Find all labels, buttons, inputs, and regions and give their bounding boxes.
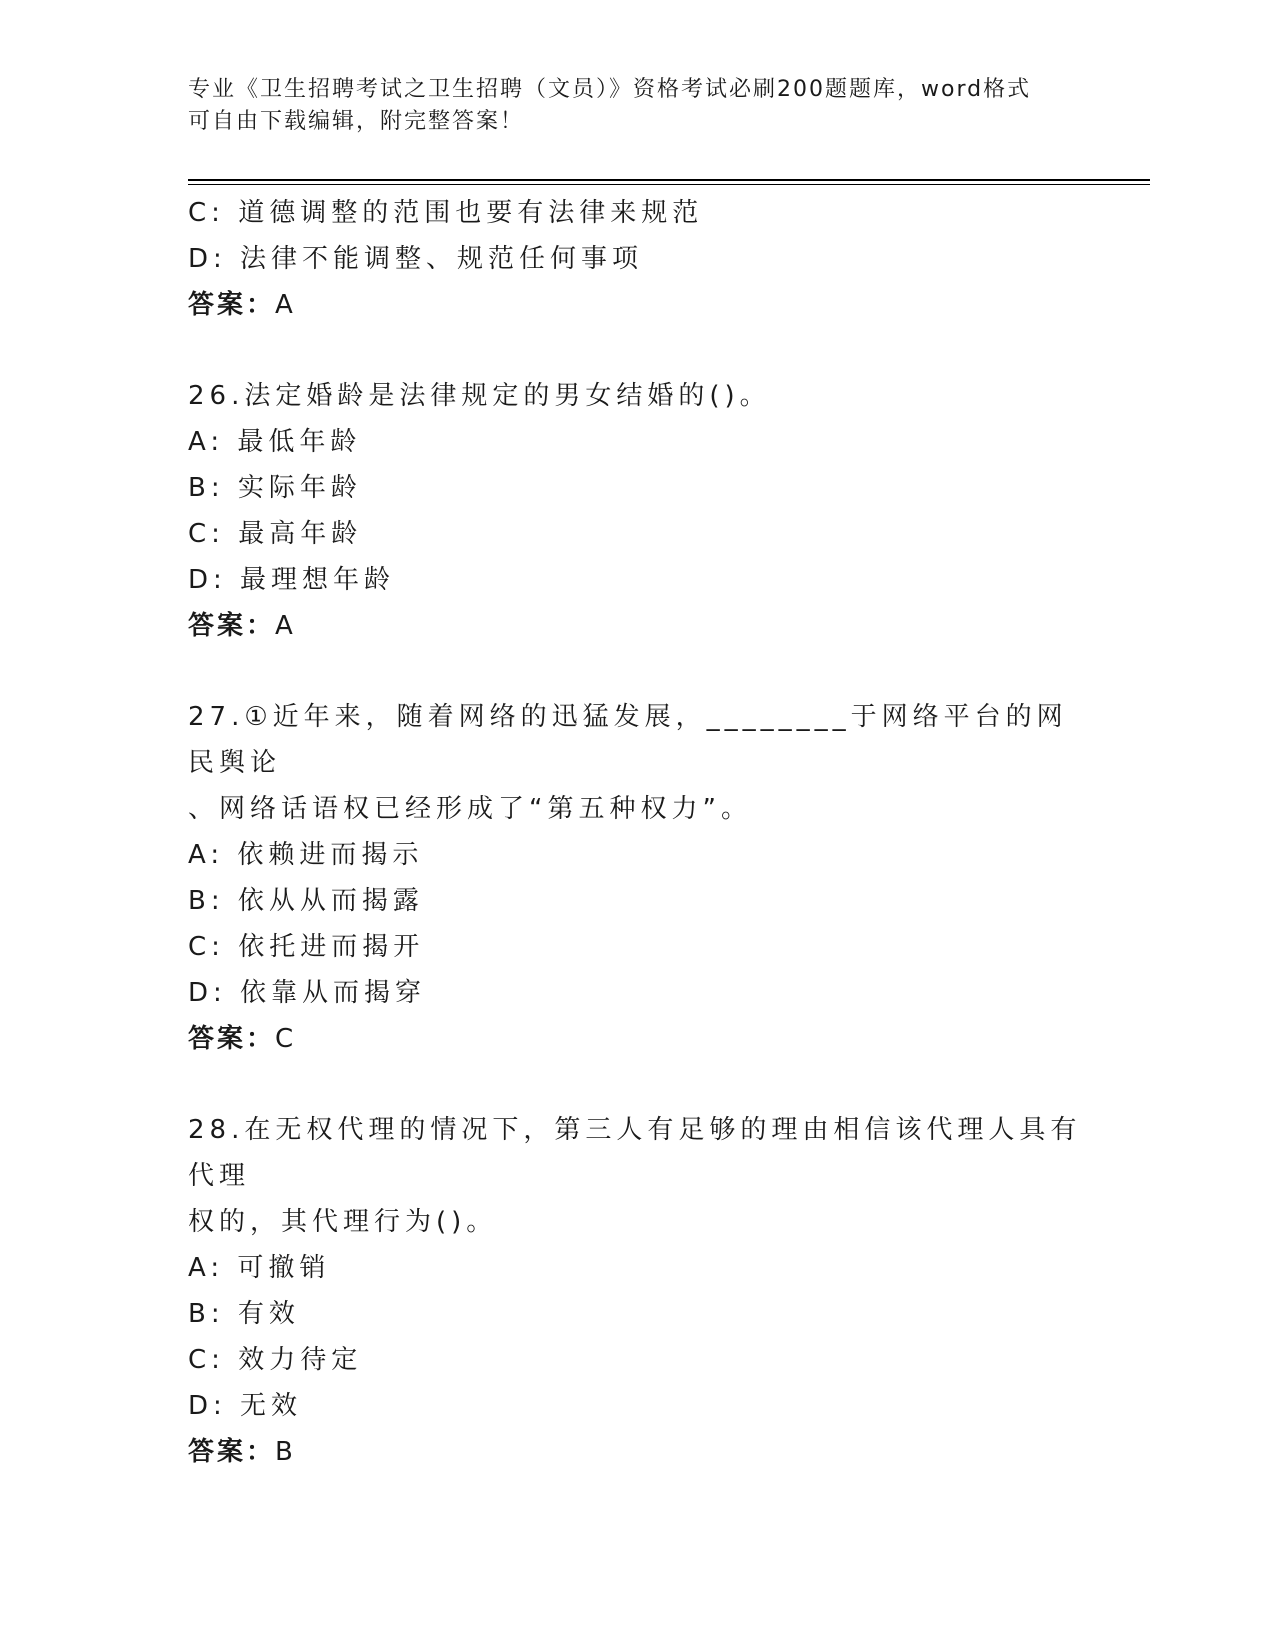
question-27 xyxy=(188,694,1088,1062)
answer-line xyxy=(188,1429,1088,1475)
option-text: 依赖进而揭示 xyxy=(237,840,424,870)
answer-label: 答案： xyxy=(188,1437,276,1467)
option-d xyxy=(188,557,1088,603)
option-label: C: xyxy=(188,519,225,549)
option-a xyxy=(188,1245,1088,1291)
answer-value: C xyxy=(275,1024,296,1054)
header-line-2: 可自由下载编辑，附完整答案！ xyxy=(188,109,525,134)
question-text xyxy=(188,694,1088,832)
option-text: 依从从而揭露 xyxy=(237,886,424,916)
question-text-line-2: 、网络话语权已经形成了“第五种权力”。 xyxy=(188,794,752,824)
answer-label: 答案： xyxy=(188,290,276,320)
option-label: D: xyxy=(188,565,227,595)
answer-line xyxy=(188,1016,1088,1062)
option-c xyxy=(188,190,1088,236)
question-28 xyxy=(188,1107,1088,1475)
option-c xyxy=(188,511,1088,557)
option-label: B: xyxy=(188,886,225,916)
option-text: 依托进而揭开 xyxy=(238,932,425,962)
answer-label: 答案： xyxy=(188,611,276,641)
question-text xyxy=(188,1107,1088,1245)
option-c xyxy=(188,924,1088,970)
option-b xyxy=(188,878,1088,924)
option-d xyxy=(188,1383,1088,1429)
option-label: D: xyxy=(188,244,227,274)
question-list xyxy=(188,190,1088,1475)
option-text: 法律不能调整、规范任何事项 xyxy=(240,244,644,274)
answer-value: A xyxy=(275,290,295,320)
option-d xyxy=(188,970,1088,1016)
option-label: D: xyxy=(188,978,227,1008)
option-label: A: xyxy=(188,840,225,870)
option-text: 实际年龄 xyxy=(237,473,362,503)
answer-line xyxy=(188,282,1088,328)
option-text: 最低年龄 xyxy=(237,427,362,457)
option-text: 最理想年龄 xyxy=(240,565,396,595)
question-25-continued xyxy=(188,190,1088,328)
option-text: 有效 xyxy=(237,1299,300,1329)
answer-line xyxy=(188,603,1088,649)
option-label: D: xyxy=(188,1391,227,1421)
option-text: 道德调整的范围也要有法律来规范 xyxy=(238,198,704,228)
question-text-line-2: 权的，其代理行为()。 xyxy=(188,1207,498,1237)
answer-value: A xyxy=(275,611,295,641)
header-divider-thick xyxy=(188,179,1150,181)
option-c xyxy=(188,1337,1088,1383)
header-line-1: 专业《卫生招聘考试之卫生招聘（文员）》资格考试必刷200题题库，word格式 xyxy=(188,77,1032,102)
header-divider-thin xyxy=(188,184,1150,185)
option-label: A: xyxy=(188,427,225,457)
answer-value: B xyxy=(275,1437,295,1467)
option-text: 效力待定 xyxy=(238,1345,363,1375)
option-text: 最高年龄 xyxy=(238,519,363,549)
option-label: A: xyxy=(188,1253,225,1283)
option-label: C: xyxy=(188,932,225,962)
question-text-line-1: 27.①近年来，随着网络的迅猛发展，________于网络平台的网民舆论 xyxy=(188,702,1068,778)
option-text: 无效 xyxy=(240,1391,303,1421)
option-label: C: xyxy=(188,198,225,228)
question-text-line-1: 28.在无权代理的情况下，第三人有足够的理由相信该代理人具有代理 xyxy=(188,1115,1082,1191)
option-label: C: xyxy=(188,1345,225,1375)
option-a xyxy=(188,419,1088,465)
option-text: 依靠从而揭穿 xyxy=(240,978,427,1008)
question-text-line-1: 26.法定婚龄是法律规定的男女结婚的()。 xyxy=(188,381,771,411)
question-26 xyxy=(188,373,1088,649)
answer-label: 答案： xyxy=(188,1024,276,1054)
option-d xyxy=(188,236,1088,282)
option-a xyxy=(188,832,1088,878)
question-text xyxy=(188,373,1088,419)
option-text: 可撤销 xyxy=(237,1253,331,1283)
document-header xyxy=(188,74,1088,138)
option-b xyxy=(188,465,1088,511)
option-b xyxy=(188,1291,1088,1337)
option-label: B: xyxy=(188,1299,225,1329)
option-label: B: xyxy=(188,473,225,503)
